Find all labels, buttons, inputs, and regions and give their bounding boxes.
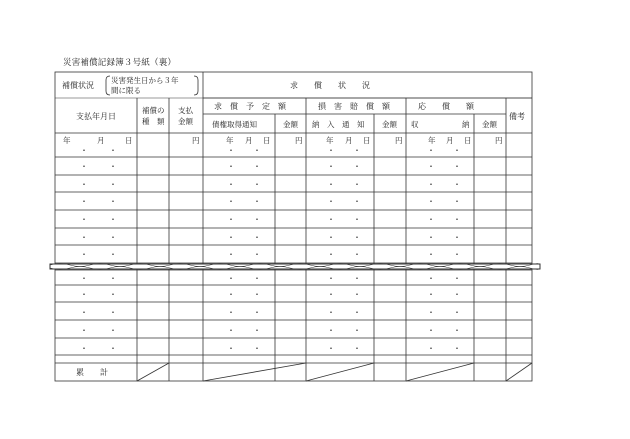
date-dot: ・ <box>427 274 435 283</box>
date-dot: ・ <box>80 215 88 224</box>
date-dot: ・ <box>109 290 117 299</box>
date-dot: ・ <box>109 308 117 317</box>
claim-notice-header: 債権取得通知 <box>212 120 257 129</box>
pay-amount-header-line1: 支払 <box>178 106 193 115</box>
date-dot: ・ <box>227 146 235 155</box>
date-dot: ・ <box>80 290 88 299</box>
row1-damages-day: 日 <box>363 136 371 145</box>
date-dot: ・ <box>427 162 435 171</box>
date-dot: ・ <box>227 308 235 317</box>
payment-notice-header: 納 入 通 知 <box>312 120 365 129</box>
status-label: 補償状況 <box>62 81 94 90</box>
date-dot: ・ <box>253 290 261 299</box>
pay-date-header: 支払年月日 <box>76 112 116 121</box>
date-dot: ・ <box>327 274 335 283</box>
date-dot: ・ <box>80 326 88 335</box>
date-dot: ・ <box>353 146 361 155</box>
claim-status-heading: 求 償 状 況 <box>290 81 370 90</box>
date-dot: ・ <box>453 290 461 299</box>
date-dot: ・ <box>353 215 361 224</box>
date-dot: ・ <box>253 146 261 155</box>
date-dot: ・ <box>453 308 461 317</box>
date-dot: ・ <box>109 274 117 283</box>
date-dot: ・ <box>427 308 435 317</box>
date-dot: ・ <box>109 344 117 353</box>
date-dot: ・ <box>109 326 117 335</box>
comp-type-header-line2: 種 類 <box>142 117 165 126</box>
date-dot: ・ <box>327 233 335 242</box>
date-dot: ・ <box>327 162 335 171</box>
date-dot: ・ <box>227 250 235 259</box>
date-dot: ・ <box>427 326 435 335</box>
remarks-header: 備考 <box>509 112 525 121</box>
received-header: 応 償 額 <box>418 102 474 111</box>
received-amount-header: 金額 <box>482 120 497 129</box>
row1-pay-yen: 円 <box>192 136 200 145</box>
date-dot: ・ <box>253 215 261 224</box>
date-dot: ・ <box>109 233 117 242</box>
date-dot: ・ <box>253 233 261 242</box>
date-dot: ・ <box>253 308 261 317</box>
row1-year: 年 <box>63 136 71 145</box>
date-dot: ・ <box>453 233 461 242</box>
date-dot: ・ <box>327 344 335 353</box>
date-dot: ・ <box>253 344 261 353</box>
date-dot: ・ <box>109 146 117 155</box>
total-label: 累 計 <box>76 368 108 377</box>
receipt-header: 収 <box>411 120 419 129</box>
row1-claim-day: 日 <box>263 136 271 145</box>
claim-plan-header: 求 償 予 定 額 <box>214 102 286 111</box>
row1-claim-year: 年 <box>226 136 234 145</box>
row1-damages-yen: 円 <box>395 136 403 145</box>
row1-month: 月 <box>97 136 105 145</box>
date-dot: ・ <box>80 146 88 155</box>
date-dot: ・ <box>353 344 361 353</box>
date-dot: ・ <box>109 215 117 224</box>
row1-day: 日 <box>125 136 133 145</box>
date-dot: ・ <box>327 146 335 155</box>
date-dot: ・ <box>353 290 361 299</box>
date-dot: ・ <box>327 250 335 259</box>
date-dot: ・ <box>353 274 361 283</box>
date-dot: ・ <box>80 308 88 317</box>
comp-type-header-line1: 補償の <box>142 106 165 115</box>
date-dot: ・ <box>427 180 435 189</box>
date-dot: ・ <box>227 233 235 242</box>
date-dot: ・ <box>453 250 461 259</box>
receipt-paid-header: 納 <box>462 120 470 129</box>
date-dot: ・ <box>353 250 361 259</box>
date-dot: ・ <box>253 197 261 206</box>
row1-received-month: 月 <box>446 136 454 145</box>
date-dot: ・ <box>80 162 88 171</box>
date-dot: ・ <box>353 308 361 317</box>
date-dot: ・ <box>353 162 361 171</box>
date-dot: ・ <box>353 233 361 242</box>
date-dot: ・ <box>109 250 117 259</box>
row1-damages-year: 年 <box>326 136 334 145</box>
date-dot: ・ <box>353 326 361 335</box>
date-dot: ・ <box>453 215 461 224</box>
date-dot: ・ <box>453 197 461 206</box>
date-dot: ・ <box>453 326 461 335</box>
date-dot: ・ <box>80 233 88 242</box>
row1-claim-month: 月 <box>245 136 253 145</box>
date-dot: ・ <box>80 250 88 259</box>
date-dot: ・ <box>253 274 261 283</box>
date-dot: ・ <box>327 326 335 335</box>
row1-received-yen: 円 <box>495 136 503 145</box>
date-dot: ・ <box>427 290 435 299</box>
row1-received-day: 日 <box>464 136 472 145</box>
date-dot: ・ <box>327 215 335 224</box>
date-dot: ・ <box>227 215 235 224</box>
date-dot: ・ <box>353 197 361 206</box>
date-dot: ・ <box>80 344 88 353</box>
date-dot: ・ <box>427 146 435 155</box>
date-dot: ・ <box>253 162 261 171</box>
date-dot: ・ <box>227 290 235 299</box>
date-dot: ・ <box>427 233 435 242</box>
date-dot: ・ <box>253 326 261 335</box>
date-dot: ・ <box>253 250 261 259</box>
date-dot: ・ <box>353 180 361 189</box>
date-dot: ・ <box>227 162 235 171</box>
date-dot: ・ <box>427 250 435 259</box>
bracket-left <box>106 76 110 95</box>
date-dot: ・ <box>453 162 461 171</box>
row1-damages-month: 月 <box>345 136 353 145</box>
date-dot: ・ <box>80 197 88 206</box>
date-dot: ・ <box>227 326 235 335</box>
date-dot: ・ <box>253 180 261 189</box>
row1-received-year: 年 <box>428 136 436 145</box>
row1-claim-yen: 円 <box>295 136 303 145</box>
date-dot: ・ <box>227 274 235 283</box>
date-dot: ・ <box>327 290 335 299</box>
date-dot: ・ <box>453 180 461 189</box>
date-dot: ・ <box>227 197 235 206</box>
date-dot: ・ <box>327 197 335 206</box>
date-dot: ・ <box>427 215 435 224</box>
date-dot: ・ <box>109 180 117 189</box>
date-dot: ・ <box>453 274 461 283</box>
date-dot: ・ <box>427 197 435 206</box>
date-dot: ・ <box>80 274 88 283</box>
status-note-line1: 災害発生日から３年 <box>111 76 179 85</box>
damages-header: 損 害 賠 償 額 <box>318 102 390 111</box>
bracket-right <box>194 76 198 95</box>
date-dot: ・ <box>427 344 435 353</box>
date-dot: ・ <box>327 180 335 189</box>
claim-amount-header: 金額 <box>283 120 298 129</box>
pay-amount-header-line2: 金額 <box>178 117 193 126</box>
date-dot: ・ <box>109 162 117 171</box>
date-dot: ・ <box>453 344 461 353</box>
damages-amount-header: 金額 <box>382 120 397 129</box>
status-note-line2: 間に限る <box>111 86 141 95</box>
date-dot: ・ <box>227 344 235 353</box>
date-dot: ・ <box>80 180 88 189</box>
date-dot: ・ <box>327 308 335 317</box>
date-dot: ・ <box>109 197 117 206</box>
form-title: 災害補償記録簿３号紙（裏） <box>63 58 177 68</box>
date-dot: ・ <box>227 180 235 189</box>
date-dot: ・ <box>453 146 461 155</box>
